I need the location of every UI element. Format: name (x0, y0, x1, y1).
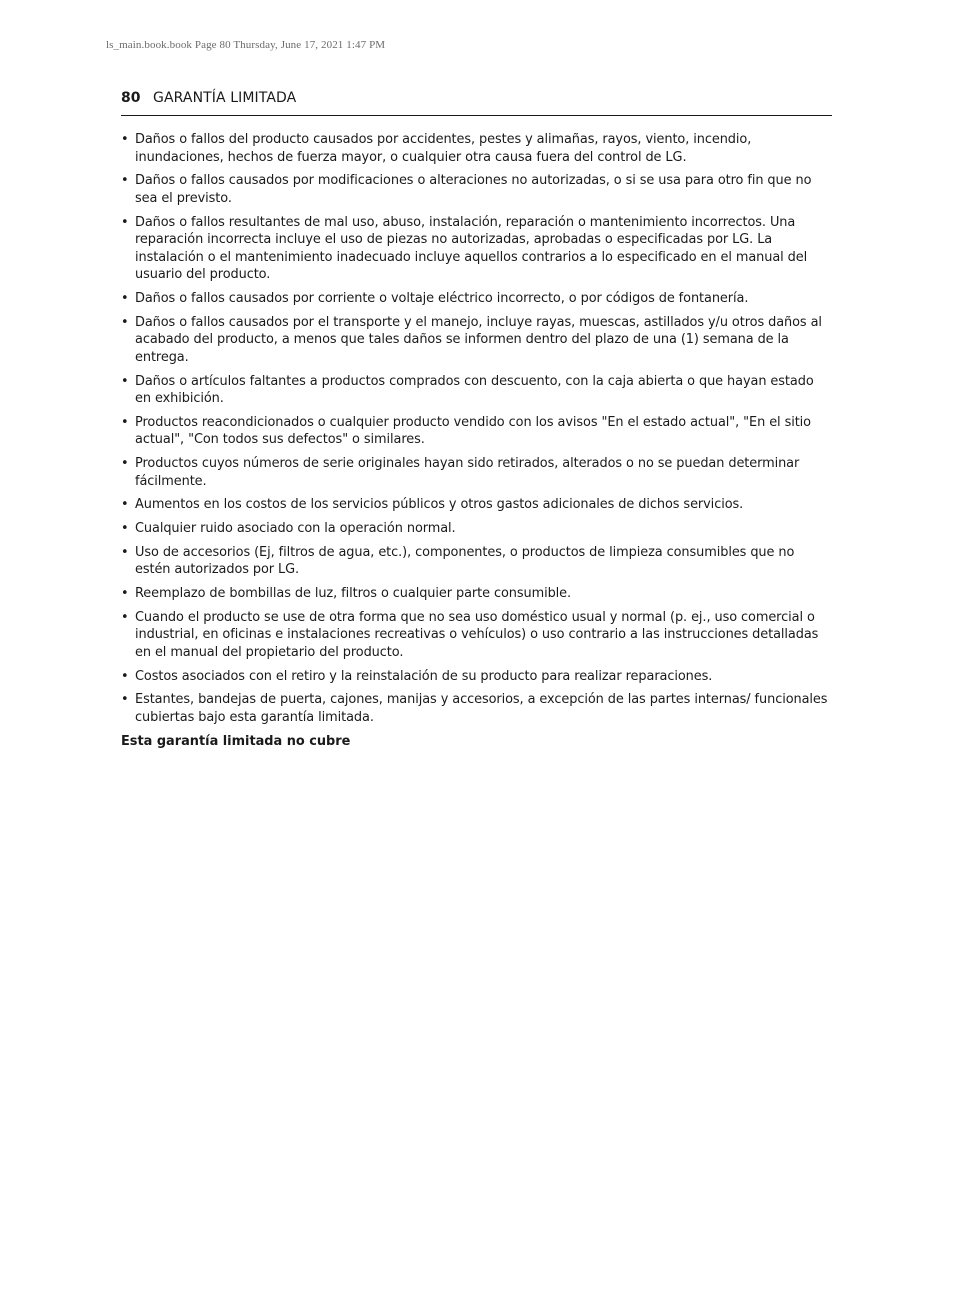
page-header (121, 89, 832, 116)
list-item (121, 544, 833, 579)
list-item-text: Aumentos en los costos de los servicios públicos y otros gastos adicionales de dichos servicios. (135, 497, 744, 513)
list-item-text: Productos cuyos números de serie originales hayan sido retirados, alterados o no se puedan determinar fácilmente. (135, 456, 800, 489)
list-item (121, 609, 833, 662)
bullet-icon: • (121, 173, 129, 189)
list-item-text: Daños o fallos causados por modificaciones o alteraciones no autorizadas, o si se usa para otro fin que no sea el previsto. (135, 173, 812, 206)
list-item (121, 373, 833, 408)
list-item (121, 290, 833, 308)
list-item-text: Estantes, bandejas de puerta, cajones, manijas y accesorios, a excepción de las partes internas/ funcionales cubiertas bajo esta garantía limitada. (135, 692, 828, 725)
list-item-text: Cualquier ruido asociado con la operación normal. (135, 521, 456, 537)
page-content (121, 131, 833, 750)
list-item (121, 691, 833, 726)
bullet-icon: • (121, 668, 129, 684)
list-item (121, 314, 833, 367)
list-item (121, 131, 833, 166)
list-item (121, 668, 833, 686)
list-item (121, 414, 833, 449)
bullet-icon: • (121, 497, 129, 513)
page-number: 80 (121, 90, 141, 106)
bullet-icon: • (121, 132, 129, 147)
list-item-text: Daños o fallos causados por corriente o voltaje eléctrico incorrecto, o por códigos de fontanería. (135, 291, 749, 307)
list-item-text: Cuando el producto se use de otra forma que no sea uso doméstico usual y normal (p. ej., uso comercial o industrial, en oficinas e instalaciones recreativas o vehículos) o uso contrario a las instrucciones detalladas en el manual del propietario del producto. (135, 609, 819, 660)
list-item-text: Daños o fallos del producto causados por accidentes, pestes y alimañas, rayos, viento, incendio, inundaciones, hechos de fuerza mayor, o cualquier otra causa fuera del control de LG. (135, 132, 752, 165)
bullet-icon: • (121, 314, 129, 330)
bullet-icon: • (121, 214, 129, 230)
list-item (121, 585, 833, 603)
list-item-text: Reemplazo de bombillas de luz, filtros o cualquier parte consumible. (135, 586, 572, 602)
bullet-icon: • (121, 544, 129, 560)
bullet-icon: • (121, 456, 129, 472)
exclusions-list (121, 131, 833, 727)
list-item (121, 520, 833, 538)
list-item-text: Uso de accesorios (Ej, filtros de agua, etc.), componentes, o productos de limpieza consumibles que no estén autorizados por LG. (135, 544, 795, 578)
closing-note: Esta garantía limitada no cubre (121, 733, 351, 749)
bullet-icon: • (121, 692, 129, 708)
list-item-text: Daños o fallos resultantes de mal uso, abuso, instalación, reparación o mantenimiento incorrectos. Una reparación incorrecta incluye el uso de piezas no autorizadas, aprobadas o especificadas por LG. La instalación o el mantenimiento inadecuado incluye aquellos contrarios a lo especificado en el manual del usuario del producto. (135, 214, 808, 283)
bullet-icon: • (121, 586, 129, 602)
bullet-icon: • (121, 373, 129, 389)
list-item-text: Daños o fallos causados por el transporte y el manejo, incluye rayas, muescas, astillados y/u otros daños al acabado del producto, a menos que tales daños se informen dentro del plazo de una (1) semana de la entrega. (135, 314, 822, 365)
list-item (121, 214, 833, 284)
list-item-text: Daños o artículos faltantes a productos comprados con descuento, con la caja abierta o que hayan estado en exhibición. (135, 373, 814, 407)
list-item (121, 172, 833, 207)
list-item (121, 496, 833, 514)
bullet-icon: • (121, 414, 129, 430)
list-item-text: Productos reacondicionados o cualquier producto vendido con los avisos "En el estado actual", "En el sitio actual", "Con todos sus defectos" o similares. (135, 414, 811, 448)
bullet-icon: • (121, 291, 129, 307)
print-stamp: ls_main.book.book Page 80 Thursday, June 17, 2021 1:47 PM (106, 39, 386, 51)
bullet-icon: • (121, 521, 129, 537)
list-item-text: Costos asociados con el retiro y la reinstalación de su producto para realizar reparaciones. (135, 668, 713, 684)
section-title: GARANTÍA LIMITADA (153, 90, 297, 106)
bullet-icon: • (121, 609, 129, 625)
list-item (121, 455, 833, 490)
